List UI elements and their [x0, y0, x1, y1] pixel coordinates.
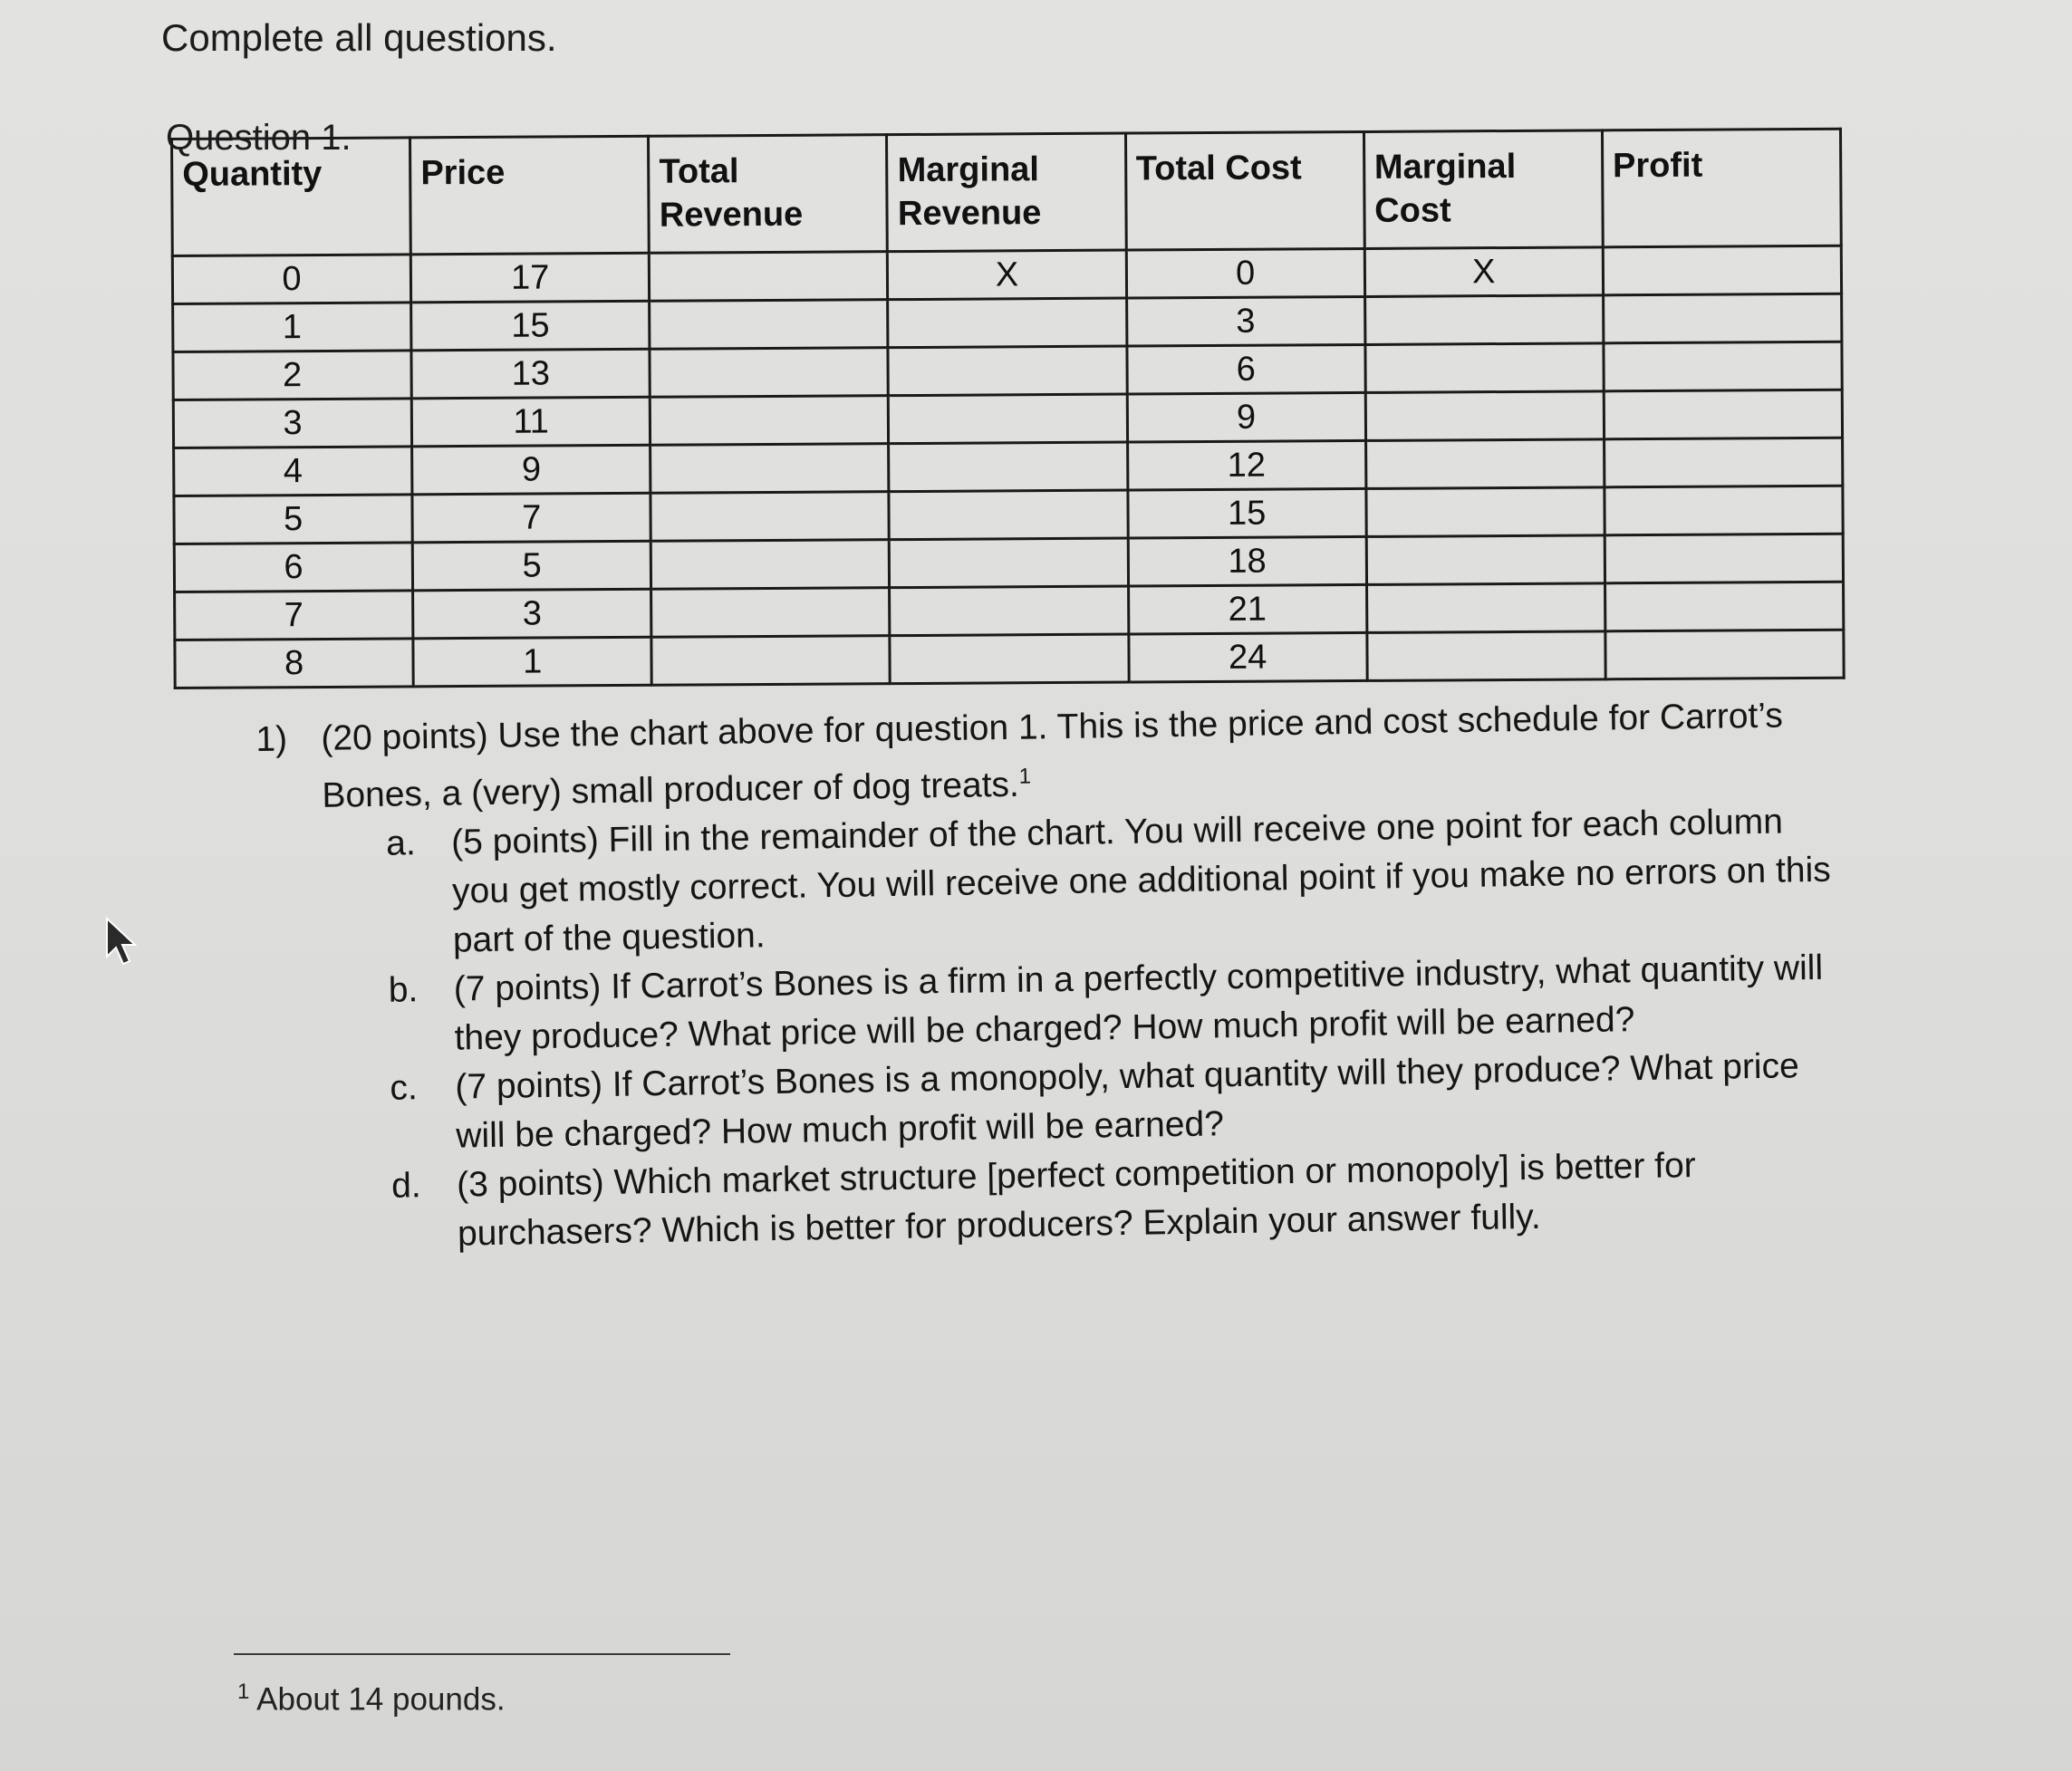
part-letter: c.	[390, 1068, 419, 1108]
cell-total-revenue	[651, 492, 889, 542]
cell-marginal-cost	[1366, 535, 1605, 585]
cell-profit	[1603, 294, 1841, 343]
table-row	[175, 630, 1844, 688]
cell-total-cost: 9	[1127, 392, 1365, 442]
cell-marginal-cost	[1364, 295, 1603, 345]
cell-quantity: 0	[172, 255, 410, 304]
cell-price: 11	[411, 397, 650, 447]
cell-total-revenue	[651, 588, 890, 638]
cell-marginal-cost: X	[1364, 247, 1603, 297]
header-quantity: Quantity	[172, 138, 411, 256]
cell-total-cost: 3	[1126, 296, 1364, 346]
cell-total-revenue	[651, 396, 889, 446]
footnote-text: About 14 pounds.	[256, 1681, 506, 1718]
cell-marginal-cost	[1366, 583, 1605, 633]
cell-profit	[1605, 582, 1843, 631]
cell-marginal-revenue	[890, 538, 1128, 588]
cell-price: 17	[410, 253, 649, 303]
cell-marginal-cost	[1367, 631, 1605, 681]
cell-price: 15	[411, 301, 650, 351]
cell-total-revenue	[651, 636, 890, 686]
cell-marginal-cost	[1365, 343, 1604, 393]
cell-quantity: 8	[175, 639, 413, 688]
part-text: (7 points) If Carrot’s Bones is a firm in a perfectly competitive industry, what quantity will they produce? What price will be charged? How much profit will be earned?	[453, 948, 1824, 1058]
part-text: (3 points) Which market structure [perfect competition or monopoly] is better for purchasers? Which is better for producers? Explain your answer fully.	[456, 1146, 1697, 1254]
cell-price: 13	[411, 349, 650, 399]
cell-total-cost: 12	[1127, 440, 1365, 490]
cell-quantity: 6	[174, 543, 412, 592]
cell-quantity: 7	[175, 591, 413, 640]
footnote-reference: 1	[1018, 764, 1032, 789]
cell-total-cost: 18	[1128, 536, 1366, 586]
cell-total-revenue	[651, 444, 889, 494]
header-marginal-revenue: Marginal Revenue	[887, 133, 1126, 252]
cell-profit	[1605, 534, 1843, 583]
cell-quantity: 1	[173, 303, 411, 352]
part-text: (7 points) If Carrot’s Bones is a monopoly, what quantity will they produce? What price will be charged? How much profit will be earned?	[455, 1046, 1800, 1156]
cell-total-cost: 24	[1128, 632, 1366, 682]
footnote	[237, 1680, 506, 1718]
cell-marginal-cost	[1365, 391, 1604, 441]
header-total-revenue: Total Revenue	[649, 135, 888, 254]
part-letter: a.	[385, 823, 417, 863]
footnote-divider	[234, 1653, 730, 1655]
cell-marginal-revenue	[889, 394, 1127, 444]
cell-price: 5	[412, 541, 651, 591]
cell-quantity: 2	[173, 351, 411, 400]
cell-quantity: 3	[173, 399, 411, 448]
cell-marginal-cost	[1365, 439, 1604, 489]
cell-profit	[1604, 390, 1842, 439]
part-text: (5 points) Fill in the remainder of the chart. You will receive one point for each column you get mostly correct. You will receive one additional point if you make no errors on this part of the question.	[450, 802, 1832, 960]
footnote-marker: 1	[237, 1680, 250, 1704]
cell-marginal-revenue	[888, 298, 1126, 348]
cell-total-cost: 21	[1128, 584, 1366, 634]
part-letter: b.	[388, 970, 419, 1010]
cell-price: 1	[413, 637, 651, 687]
cell-price: 7	[412, 493, 651, 543]
cell-total-cost: 15	[1127, 488, 1365, 538]
cell-profit	[1603, 245, 1841, 295]
cell-total-cost: 0	[1126, 248, 1364, 298]
cell-quantity: 5	[174, 495, 412, 544]
cell-marginal-cost	[1366, 487, 1605, 537]
cell-total-revenue	[650, 348, 888, 398]
cell-marginal-revenue	[890, 634, 1128, 684]
cell-profit	[1604, 438, 1842, 487]
cell-quantity: 4	[174, 447, 412, 496]
table-header-row	[172, 129, 1842, 255]
price-cost-schedule-table	[170, 128, 1846, 689]
part-letter: d.	[390, 1166, 422, 1206]
cell-marginal-revenue	[890, 586, 1128, 636]
cell-price: 9	[412, 445, 651, 495]
cell-marginal-revenue	[888, 346, 1126, 396]
header-marginal-cost: Marginal Cost	[1364, 130, 1603, 249]
question-part-a	[386, 797, 1836, 967]
cell-marginal-revenue: X	[888, 250, 1126, 300]
page-heading: Complete all questions.	[161, 16, 557, 59]
cell-marginal-revenue	[889, 442, 1127, 492]
cell-marginal-revenue	[889, 490, 1127, 540]
cell-total-revenue	[650, 252, 888, 302]
cell-profit	[1605, 486, 1843, 535]
question-label: Question 1.	[166, 118, 352, 158]
header-price: Price	[410, 136, 650, 255]
cell-profit	[1605, 630, 1844, 679]
question-number: 1)	[255, 719, 288, 759]
cell-price: 3	[413, 589, 651, 639]
question-text: (20 points) Use the chart above for question 1. This is the price and cost schedule for Carrot’s Bones, a (very) small producer of dog treats.	[321, 696, 1784, 815]
cell-total-cost: 6	[1126, 344, 1364, 394]
question-block	[255, 691, 1840, 1262]
header-profit: Profit	[1602, 129, 1841, 247]
cell-total-revenue	[651, 540, 890, 590]
cell-total-revenue	[650, 300, 888, 350]
header-total-cost: Total Cost	[1125, 131, 1364, 250]
mouse-pointer-icon	[103, 917, 141, 967]
cell-profit	[1604, 342, 1842, 391]
